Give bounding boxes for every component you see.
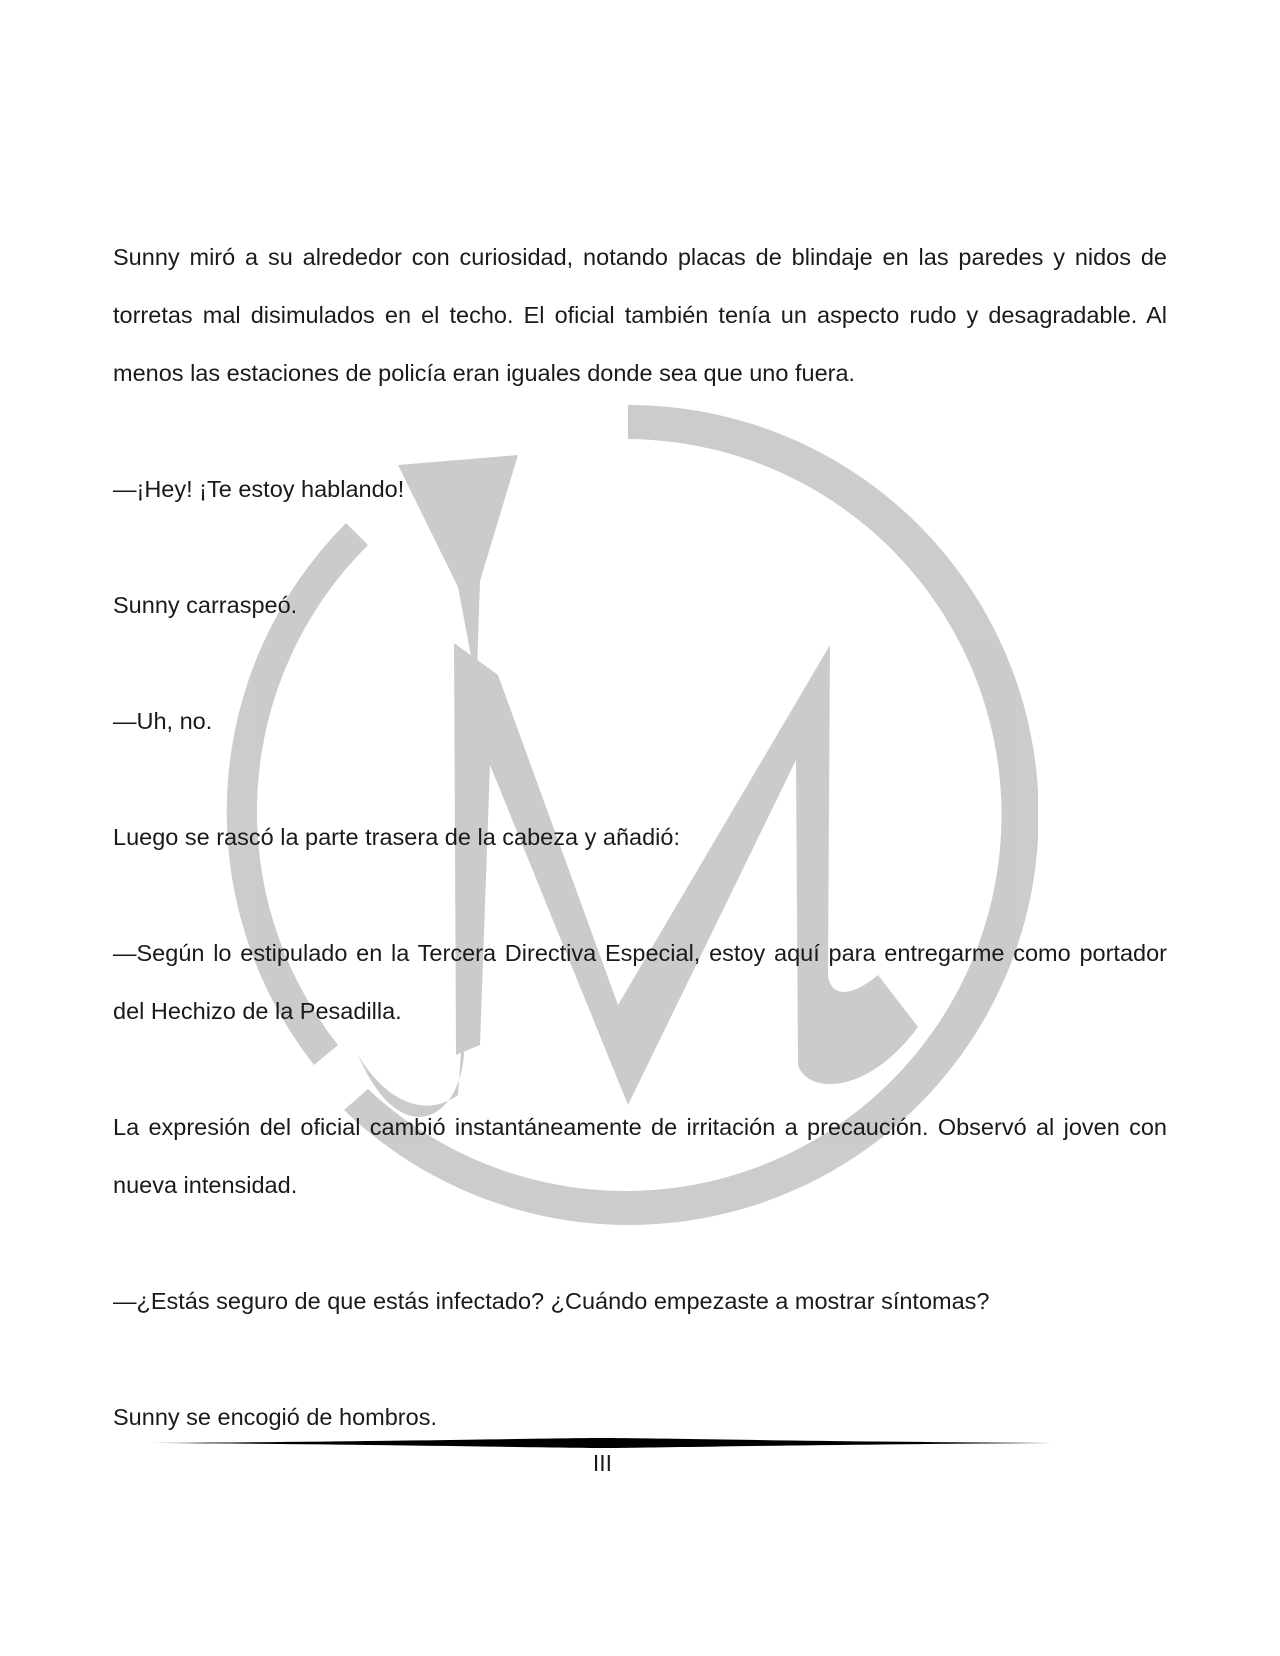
page-body bbox=[113, 228, 1167, 1446]
paragraph-narration: Sunny miró a su alrededor con curiosidad, notando placas de blindaje en las paredes y nidos de torretas mal disimulados en el techo. El oficial también tenía un aspecto rudo y desagradable. Al menos las estaciones de policía eran iguales donde sea que uno fuera. bbox=[113, 244, 1167, 386]
paragraph-dialogue: —¡Hey! ¡Te estoy hablando! bbox=[113, 476, 405, 502]
paragraph-dialogue: —Según lo estipulado en la Tercera Directiva Especial, estoy aquí para entregarme como portador del Hechizo de la Pesadilla. bbox=[113, 940, 1167, 1024]
paragraph-dialogue: —¿Estás seguro de que estás infectado? ¿Cuándo empezaste a mostrar síntomas? bbox=[113, 1288, 990, 1314]
paragraph-narration: Luego se rascó la parte trasera de la cabeza y añadió: bbox=[113, 824, 680, 850]
paragraph-narration: Sunny carraspeó. bbox=[113, 592, 298, 618]
paragraph-dialogue: —Uh, no. bbox=[113, 708, 213, 734]
paragraph-narration: Sunny se encogió de hombros. bbox=[113, 1404, 437, 1430]
footer-divider bbox=[152, 1437, 1052, 1449]
paragraph-narration: La expresión del oficial cambió instantáneamente de irritación a precaución. Observó al joven con nueva intensidad. bbox=[113, 1114, 1167, 1198]
page-number: III bbox=[592, 1450, 613, 1476]
